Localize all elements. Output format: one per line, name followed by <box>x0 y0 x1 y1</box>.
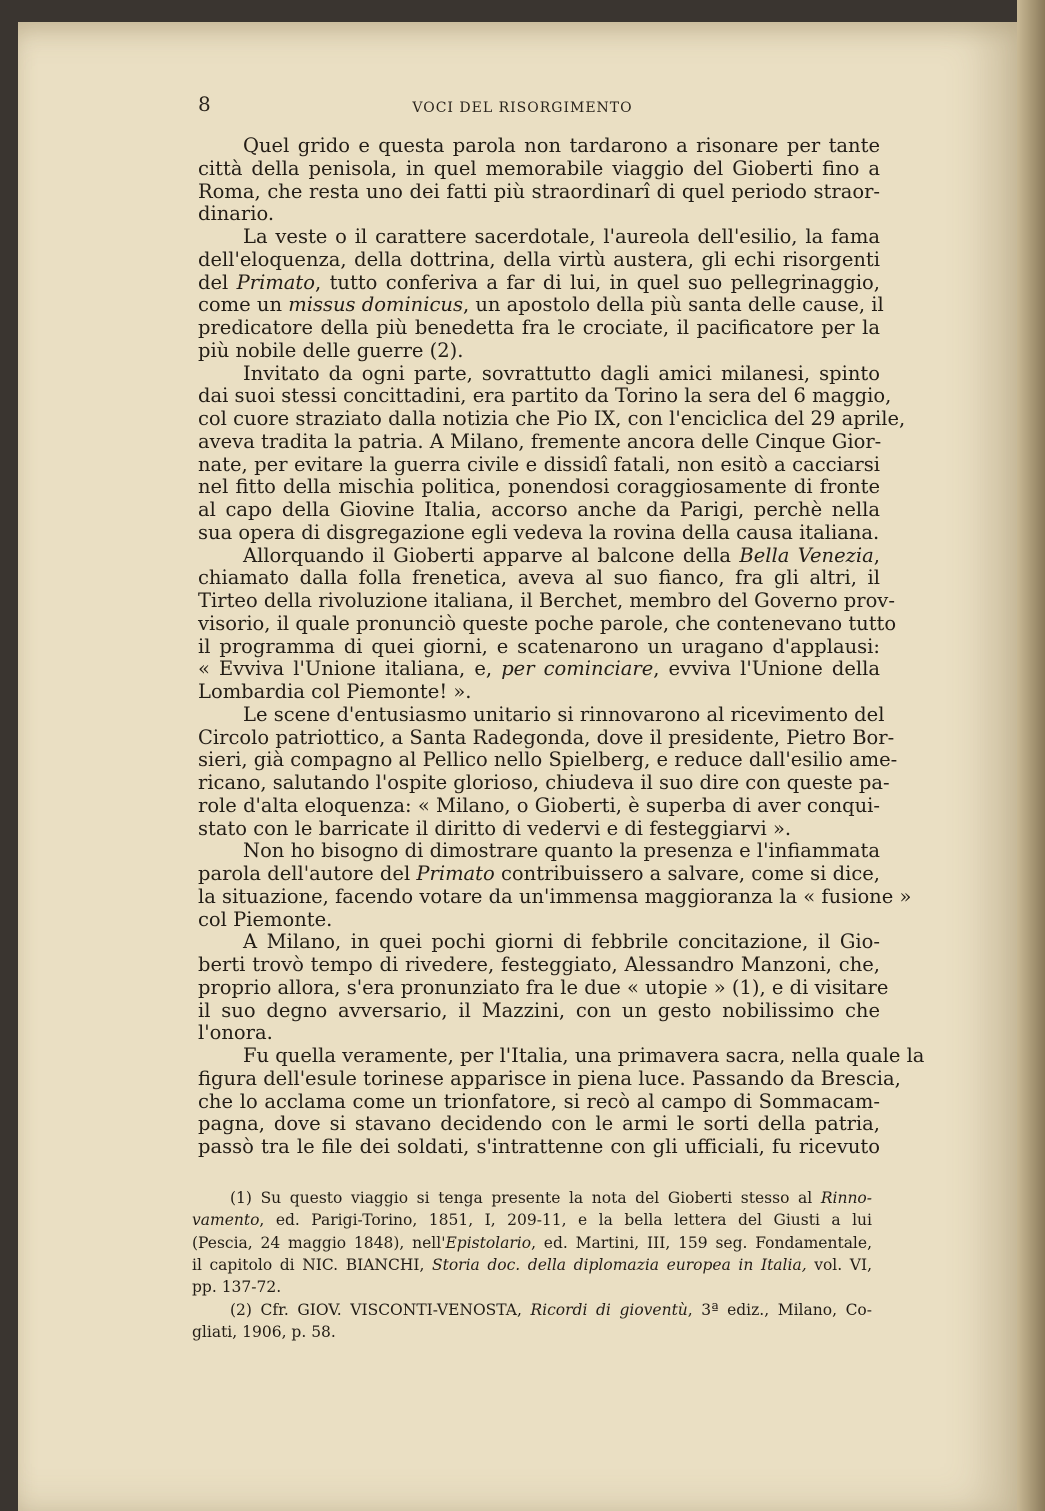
text-line <box>198 884 912 908</box>
text-span: l'onora. <box>198 1021 273 1045</box>
text-line <box>198 498 880 521</box>
page-edge <box>1017 0 1045 1511</box>
text-line <box>198 953 880 976</box>
footnote-line <box>192 1276 872 1298</box>
text-span: al capo della Giovine Italia, accorso anche da Parigi, perchè nella <box>198 498 880 521</box>
text-line <box>198 271 880 294</box>
text-span: Quel grido e questa parola non tardarono a risonare per tante <box>243 134 880 157</box>
text-span: col Piemonte. <box>198 907 333 931</box>
running-title: VOCI DEL RISORGIMENTO <box>412 100 633 116</box>
text-span: parola dell'autore del <box>198 862 417 885</box>
text-span: Le scene d'entusiasmo unitario si rinnovarono al ricevimento del <box>243 702 885 726</box>
text-line <box>198 453 880 476</box>
text-span: come un <box>198 293 289 317</box>
text-line <box>198 225 880 248</box>
italic-text: Primato <box>236 270 316 294</box>
text-span: dai suoi stessi concittadini, era partito da Torino la sera del 6 maggio, <box>198 384 892 408</box>
text-span: Allorquando il Gioberti apparve al balcone della <box>243 543 740 567</box>
text-span: ricano, salutando l'ospite glorioso, chiudeva il suo dire con queste pa- <box>198 771 890 794</box>
text-span: , un apostolo della più santa delle cause, il <box>462 293 884 317</box>
footnote-line <box>192 1232 872 1254</box>
italic-text: missus dominicus <box>288 293 463 317</box>
text-line <box>198 589 895 612</box>
text-line <box>198 1021 880 1044</box>
text-span: role d'alta eloquenza: « Milano, o Gioberti, è superba di aver conqui- <box>198 793 880 817</box>
text-span: vol. VI, <box>806 1255 873 1274</box>
text-span: Roma, che resta uno dei fatti più straordinarî di quel periodo straor- <box>198 179 880 203</box>
text-span: (Pescia, 24 maggio 1848), nell' <box>192 1233 446 1252</box>
text-span: predicatore della più benedetta fra le crociate, il pacificatore per la <box>198 316 880 339</box>
text-span: pp. 137-72. <box>192 1278 282 1297</box>
text-span: passò tra le file dei soldati, s'intrattenne con gli ufficiali, fu ricevuto <box>198 1135 880 1158</box>
text-span: , <box>873 543 880 567</box>
italic-text: Primato <box>416 862 495 885</box>
text-line <box>198 635 880 658</box>
text-span: Invitato da ogni parte, sovrattutto dagli amici milanesi, spinto <box>243 361 880 385</box>
footnote-line <box>192 1187 872 1209</box>
text-line <box>198 657 880 680</box>
text-span: il capitolo di NIC. BIANCHI, <box>192 1255 432 1274</box>
text-line <box>198 1112 880 1135</box>
text-span: , tutto conferiva a far di lui, in quel suo pellegrinaggio, <box>315 270 880 294</box>
text-line <box>198 521 880 544</box>
text-line <box>198 794 880 817</box>
text-line <box>198 407 906 430</box>
footnote-line <box>192 1254 872 1276</box>
text-span: , ed. Parigi-Torino, 1851, I, 209-11, e la bella lettera del Giusti a lui <box>259 1211 872 1230</box>
text-line <box>198 908 880 931</box>
text-line <box>198 157 880 180</box>
text-span: Lombardia col Piemonte! ». <box>198 680 472 703</box>
footnote-line <box>192 1299 872 1321</box>
page-number: 8 <box>198 92 211 116</box>
text-span: che lo acclama come un trionfatore, si recò al campo di Sommacam- <box>198 1089 880 1113</box>
text-line <box>198 362 880 385</box>
text-span: « Evviva l'Unione italiana, e, <box>198 657 502 681</box>
text-span: il suo degno avversario, il Mazzini, con un gesto nobilissimo che <box>198 998 880 1022</box>
text-span: Tirteo della rivoluzione italiana, il Berchet, membro del Governo prov- <box>198 589 895 612</box>
text-line <box>198 1090 880 1113</box>
text-line <box>198 611 897 635</box>
text-span: , 3ª ediz., Milano, Co- <box>687 1300 872 1319</box>
text-span: Non ho bisogno di dimostrare quanto la presenza e l'infiammata <box>243 839 880 863</box>
text-line <box>198 544 880 567</box>
text-span: Fu quella veramente, per l'Italia, una primavera sacra, nella quale la <box>243 1044 925 1067</box>
footnote-line <box>192 1209 872 1231</box>
text-line <box>198 293 884 317</box>
italic-text: Bella Venezia <box>739 543 874 567</box>
text-span: chiamato dalla folla frenetica, aveva al suo fianco, fra gli altri, il <box>198 566 880 590</box>
text-span: berti trovò tempo di rivedere, festeggiato, Alessandro Manzoni, che, <box>198 953 880 976</box>
text-span: nate, per evitare la guerra civile e dissidî fatali, non esitò a cacciarsi <box>198 452 880 476</box>
text-line <box>198 1135 880 1158</box>
footnote-line <box>192 1321 872 1343</box>
text-line <box>198 430 880 453</box>
text-line <box>198 725 895 749</box>
text-line <box>198 566 880 589</box>
text-span: figura dell'esule torinese apparisce in piena luce. Passando da Brescia, <box>198 1066 901 1090</box>
text-span: più nobile delle guerre (2). <box>198 338 464 362</box>
text-line <box>198 975 889 999</box>
italic-text: Epistolario <box>445 1233 532 1252</box>
text-span: del <box>198 270 237 294</box>
italic-text: Rinno- <box>820 1189 872 1207</box>
text-line <box>198 702 885 726</box>
text-span: pagna, dove si stavano decidendo con le armi le sorti della patria, <box>198 1112 880 1136</box>
text-line <box>198 384 892 408</box>
text-span: dinario. <box>198 202 275 226</box>
text-line <box>198 248 880 271</box>
text-span: sieri, già compagno al Pellico nello Spielberg, e reduce dall'esilio ame- <box>198 748 898 772</box>
text-line <box>198 1044 925 1067</box>
text-line <box>198 680 880 703</box>
text-span: stato con le barricate il diritto di vedervi e di festeggiarvi ». <box>198 816 792 840</box>
text-span: , ed. Martini, III, 159 seg. Fondamentale, <box>531 1233 872 1252</box>
italic-text: Storia doc. della diplomazia europea in Italia, <box>431 1255 807 1274</box>
text-line <box>198 1066 901 1090</box>
text-line <box>198 748 898 772</box>
text-span: dell'eloquenza, della dottrina, della virtù austera, gli echi risorgenti <box>198 247 880 271</box>
text-span: visorio, il quale pronunciò queste poche parole, che contenevano tutto <box>198 611 897 635</box>
text-span: città della penisola, in quel memorabile viaggio del Gioberti fino a <box>198 156 880 180</box>
text-line <box>198 930 880 953</box>
text-span: il programma di quei giorni, e scatenarono un uragano d'applausi: <box>198 634 880 658</box>
text-line <box>198 316 880 339</box>
italic-text: vamento <box>192 1211 260 1230</box>
text-span: aveva tradita la patria. A Milano, fremente ancora delle Cinque Gior- <box>198 429 882 453</box>
text-span: A Milano, in quei pochi giorni di febbrile concitazione, il Gio- <box>243 930 880 954</box>
text-span: la situazione, facendo votare da un'immensa maggioranza la « fusione » <box>198 884 912 908</box>
text-line <box>198 180 880 203</box>
text-line <box>198 475 880 498</box>
text-span: (1) Su questo viaggio si tenga presente la nota del Gioberti stesso al <box>230 1189 821 1207</box>
text-line <box>198 134 880 157</box>
text-line <box>198 862 880 885</box>
text-span: (2) Cfr. GIOV. VISCONTI-VENOSTA, <box>230 1300 531 1319</box>
text-span: col cuore straziato dalla notizia che Pio IX, con l'enciclica del 29 aprile, <box>198 407 906 430</box>
text-span: La veste o il carattere sacerdotale, l'aureola dell'esilio, la fama <box>243 225 880 248</box>
text-line <box>198 839 880 862</box>
text-span: proprio allora, s'era pronunziato fra le due « utopie » (1), e di visitare <box>198 975 889 999</box>
text-line <box>198 817 880 840</box>
text-line <box>198 202 880 225</box>
italic-text: Ricordi di gioventù <box>530 1300 688 1319</box>
text-span: sua opera di disgregazione egli vedeva la rovina della causa italiana. <box>198 520 880 544</box>
text-span: gliati, 1906, p. 58. <box>192 1322 336 1341</box>
text-line <box>198 999 880 1022</box>
text-span: , evviva l'Unione della <box>653 657 880 681</box>
text-line <box>198 339 880 362</box>
italic-text: per cominciare <box>501 657 654 681</box>
text-span: Circolo patriottico, a Santa Radegonda, dove il presidente, Pietro Bor- <box>198 725 895 749</box>
text-line <box>198 771 890 794</box>
text-span: contribuissero a salvare, come si dice, <box>494 862 880 885</box>
text-span: nel fitto della mischia politica, ponendosi coraggiosamente di fronte <box>198 475 880 499</box>
